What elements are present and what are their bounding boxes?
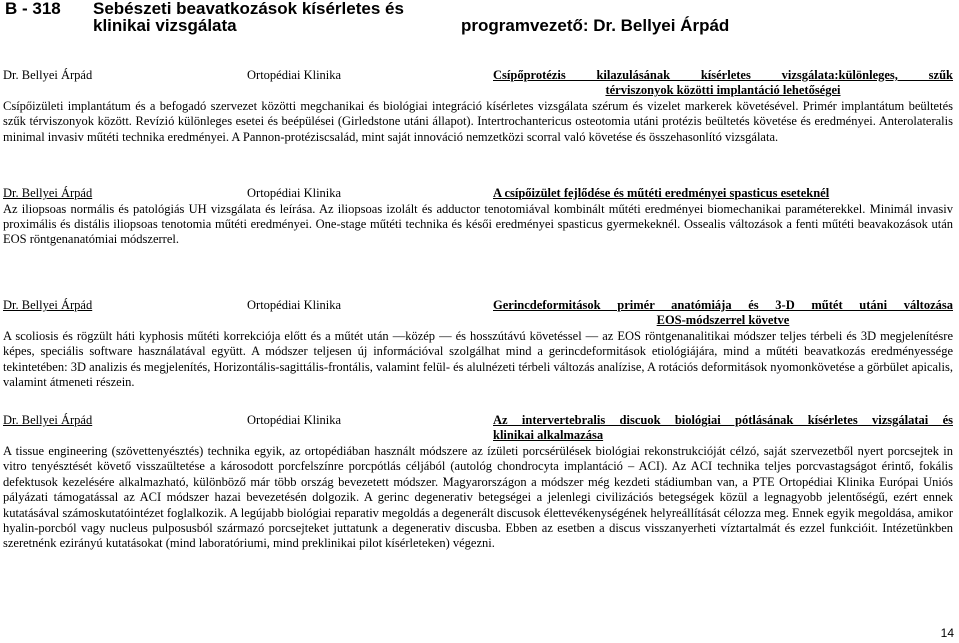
entry-title	[493, 413, 953, 444]
entry-description: A tissue engineering (szövettenyésztés) technika egyik, az ortopédiában használt módszere az ízületi porcsérülések biológiai rekonstrukcióját célzó, saját szervezetből nyert porcsejtek in vitro tenyésztését követő visszaültetése a károsodott porcfelszínre porcpótlás céljából (autológ chondrocyta implantáció – ACI). Az ACI technika teljes porcvastagságot érintő, fokális defektusok kezelésére alkalmazható, különböző már több ország bevezetett módszer. Magyarországon a módszer még kezdeti stádiumban van, a PTE Ortopédiai Klinika Európai Uniós pályázati támogatással az ACI módszer hazai bevezetésén dolgozik. A gerinc degenerativ betegségei a jelenlegi civilizációs betegségek közül a legnagyobb jelentőségű, ezért ennek kutatásával számoskutatóintézet foglalkozik. A legújabb biológiai reparativ megoldás a degenerált discusok élettevékenységének helyreállítását célozza meg. Ennek egyik megoldása, amikor hyalin-porcból vagy nucleus pulposusból származó porcsejteket juttatunk a degenerativ discusba. Ebben az esetben a discus visszanyerheti víztartalmát és ezzel funkcióit. Intézetünkben szeretnénk ezirányú kutatásokat (mind laboratóriumi, mind preklinikai pilot kísérleteken) végezni.	[3, 444, 954, 551]
entry-description: Az iliopsoas normális és patológiás UH vizsgálata és leírása. Az iliopsoas izolált és adductor tenotomiával kombinált műtéti eredményei biomechanikai paraméterekkel. Minimál invasiv proximális és distális iliopsoas tenotomia műtéti eredményei. One-stage műtéti technika és késői eredményei spasticus gyermekeknél. Ossealis változások a fenti műtéti beavakozások után EOS röntgenanatómiai módszerrel.	[3, 201, 953, 247]
entry-title-line-2: EOS-módszerrel követve	[656, 313, 790, 328]
entry-title	[493, 68, 953, 99]
entry-department: Ortopédiai Klinika	[247, 68, 342, 82]
entry-description: A scoliosis és rögzült háti kyphosis műtéti korrekciója előtt és a műtét után —közép — és hosszútávú követéssel — az EOS röntgenanalitikai módszer teljes térbeli és 3D megjelenítésre képes, speciális software használatával együtt. A módszer teljesen új információval szolgálhat mind a gerincdeformitások etiológiájára, mind a műtéti beavatkozás eredményessége tekintetében: 3D analizis és megjelenítés, Horizontális-sagittális-frontális, valamint felül- és alulnézeti térbeli változás analízise, A rotációs deformitások nyomonkövetése a görbület apicalis, valamint átmeneti részein.	[3, 329, 953, 390]
entry-description: Csípőizületi implantátum és a befogadó szervezet közötti megchanikai és biológiai integráció kísérletes vizsgálata szérum és vizelet markerek követésével. Primér implantátum beültetés szűk térviszonyok között. Revízió különleges esetei és beépülései (Girledstone utáni állapot). Intertrochantericus osteotomia utáni protézis beültetés követése és eredményei. Anterolateralis minimal invasiv műtéti technika eredményei. A Pannon-protéziscsalád, mint saját innováció nemzetközi scorral való követése és összehasonlító vizsgálata.	[3, 99, 953, 144]
entry-author: Dr. Bellyei Árpád	[3, 413, 93, 427]
entry-title	[493, 186, 953, 201]
entry-title	[493, 298, 953, 329]
program-title	[93, 0, 404, 34]
entry-department: Ortopédiai Klinika	[247, 298, 342, 312]
entry-author: Dr. Bellyei Árpád	[3, 68, 93, 82]
research-entry	[3, 186, 953, 248]
entry-author: Dr. Bellyei Árpád	[3, 186, 93, 200]
entry-department: Ortopédiai Klinika	[247, 413, 342, 427]
entry-title-line-1: A csípőizület fejlődése és műtéti eredményei spasticus eseteknél	[493, 186, 830, 200]
program-title-line-1: Sebészeti beavatkozások kísérletes és	[93, 0, 404, 18]
program-title-line-2: klinikai vizsgálata	[93, 16, 237, 35]
entry-title-line-1: Csípőprotézis kilazulásának kísérletes vizsgálata:különleges, szűk	[493, 68, 953, 82]
research-entry	[3, 298, 953, 391]
program-leader: programvezető: Dr. Bellyei Árpád	[461, 16, 730, 35]
program-code: B - 318	[5, 0, 61, 18]
page-number: 14	[940, 626, 954, 640]
entry-title-line-2: klinikai alkalmazása	[493, 428, 604, 443]
entry-department: Ortopédiai Klinika	[247, 186, 342, 200]
research-entry	[3, 413, 953, 552]
entry-title-line-2: térviszonyok közötti implantáció lehetőségei	[605, 83, 841, 98]
entry-author: Dr. Bellyei Árpád	[3, 298, 93, 312]
entry-title-line-1: Az intervertebralis discuok biológiai pótlásának kísérletes vizsgálatai és	[493, 413, 953, 427]
research-entry	[3, 68, 953, 145]
entry-title-line-1: Gerincdeformitások primér anatómiája és 3-D műtét utáni változása	[493, 298, 953, 312]
